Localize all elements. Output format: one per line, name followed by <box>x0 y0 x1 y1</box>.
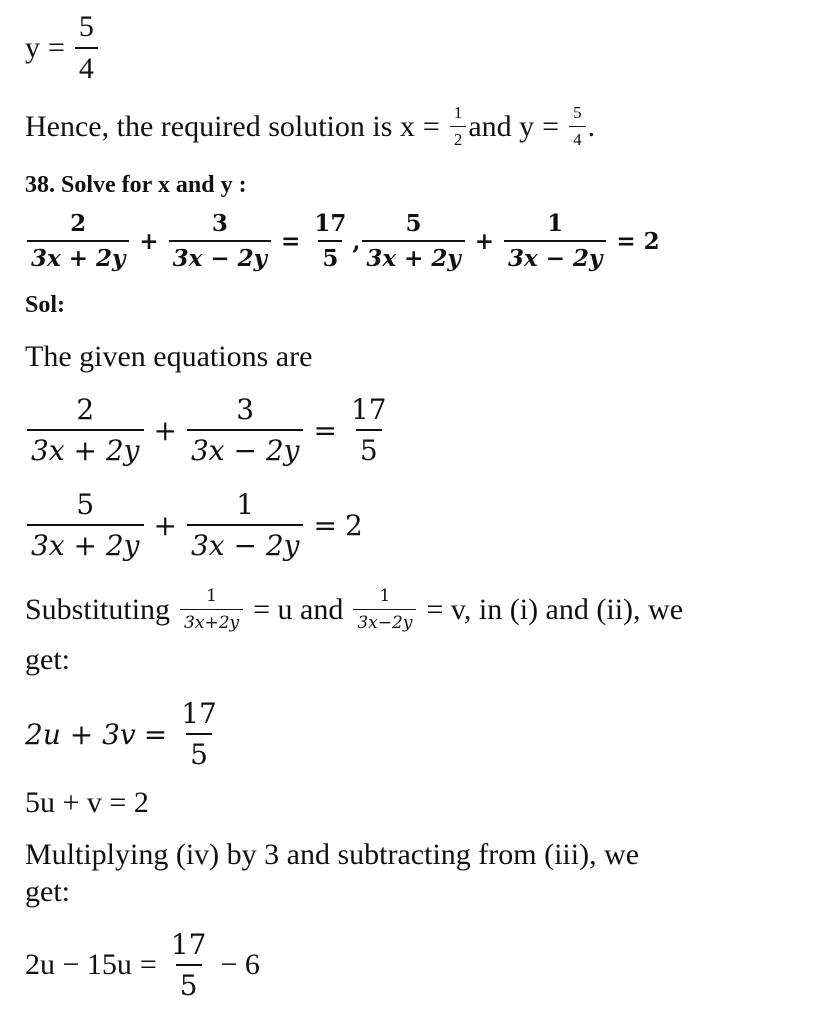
fraction <box>169 210 271 272</box>
and-text: and y <box>468 109 535 143</box>
lhs: 2u + 3v <box>25 717 136 751</box>
numerator: 2 <box>76 393 95 426</box>
equals: = <box>139 948 157 981</box>
equals: = <box>422 109 440 143</box>
denominator: 3x + 2y <box>27 240 129 272</box>
equals: = <box>313 413 337 447</box>
numerator: 1 <box>547 210 564 237</box>
numerator: 1 <box>453 103 463 122</box>
solution-label: Sol: <box>25 292 66 318</box>
numerator: 5 <box>405 210 422 237</box>
period: . <box>587 109 596 143</box>
question-heading: 38. Solve for x and y : <box>25 172 247 198</box>
denominator: 2 <box>450 126 467 150</box>
x-value-fraction <box>450 103 467 150</box>
substitution-text: Substituting <box>25 592 171 626</box>
fraction <box>187 393 304 467</box>
numerator: 5 <box>573 103 582 122</box>
fraction <box>177 697 221 771</box>
fraction <box>27 488 144 562</box>
plus: + <box>139 227 159 255</box>
numerator: 17 <box>350 393 387 426</box>
fraction <box>187 488 304 562</box>
denominator: 3x−2y <box>353 609 416 633</box>
numerator: 1 <box>379 586 391 606</box>
numerator: 17 <box>170 928 207 961</box>
numerator: 2 <box>70 210 87 237</box>
fraction <box>27 393 144 467</box>
numerator: 1 <box>206 586 217 606</box>
denominator: 3x + 2y <box>362 240 464 272</box>
y-value-fraction <box>569 103 586 150</box>
denominator: 5 <box>186 733 212 771</box>
substitution-line <box>25 586 683 633</box>
substitution-text: = u and <box>253 592 344 626</box>
substitution-text: = v, in (i) and (ii), we <box>426 592 684 626</box>
fraction <box>504 210 606 272</box>
comma: , <box>352 227 361 255</box>
denominator: 3x − 2y <box>187 524 304 562</box>
plus: + <box>153 508 177 542</box>
lhs: 2u − 15u <box>25 948 132 981</box>
equals: = <box>143 717 168 751</box>
fraction <box>310 210 350 272</box>
fraction <box>347 393 391 467</box>
fraction <box>180 586 243 633</box>
numerator: 17 <box>314 210 347 237</box>
result: 2 <box>643 227 660 255</box>
line-y-equals <box>25 10 100 86</box>
denominator: 5 <box>356 429 382 467</box>
statement-text: Hence, the required solution is x <box>25 109 415 143</box>
numerator: 1 <box>236 488 255 521</box>
equation-5 <box>25 928 260 1002</box>
plus: + <box>474 227 494 255</box>
fraction <box>362 210 464 272</box>
denominator: 3x − 2y <box>187 429 304 467</box>
get-text: get: <box>25 643 70 676</box>
lhs: y <box>25 31 40 64</box>
numerator: 5 <box>76 488 95 521</box>
denominator: 3x + 2y <box>27 429 144 467</box>
fraction <box>75 10 98 86</box>
numerator: 3 <box>236 393 255 426</box>
denominator: 5 <box>176 964 202 1002</box>
fraction <box>27 210 129 272</box>
equation-3 <box>25 697 223 771</box>
denominator: 4 <box>75 47 98 86</box>
question-equations <box>25 210 660 272</box>
equals: = <box>281 227 301 255</box>
denominator: 3x+2y <box>180 609 243 633</box>
equation-2 <box>25 488 363 562</box>
equation-4: 5u + v = 2 <box>25 786 149 819</box>
denominator: 3x − 2y <box>504 240 606 272</box>
equals: = <box>542 109 560 143</box>
fraction <box>353 586 416 633</box>
tail: − 6 <box>220 948 260 981</box>
denominator: 5 <box>318 240 342 272</box>
result: 2 <box>344 508 363 542</box>
numerator: 3 <box>211 210 228 237</box>
numerator: 17 <box>181 697 217 730</box>
equals: = <box>48 31 65 64</box>
equals: = <box>616 227 636 255</box>
denominator: 3x + 2y <box>27 524 144 562</box>
get-text: get: <box>25 875 70 908</box>
equation-1 <box>25 393 393 467</box>
denominator: 4 <box>569 126 586 150</box>
fraction <box>167 928 211 1002</box>
denominator: 3x − 2y <box>169 240 271 272</box>
numerator: 5 <box>78 10 94 43</box>
given-text: The given equations are <box>25 340 313 373</box>
plus: + <box>153 413 177 447</box>
solution-statement <box>25 103 595 150</box>
equals: = <box>313 508 337 542</box>
multiplying-text: Multiplying (iv) by 3 and subtracting from (iii), we <box>25 838 640 871</box>
